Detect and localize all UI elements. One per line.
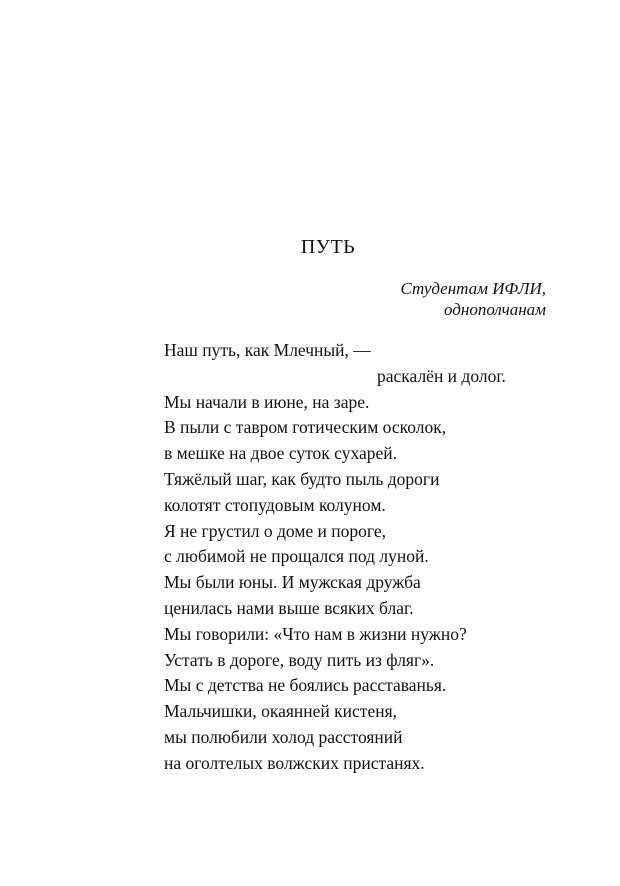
poem-line: ценилась нами выше всяких благ. (164, 597, 414, 618)
poem-line: В пыли с тавром готическим осколок, (164, 417, 447, 438)
dedication-line-2: однополчанам (444, 300, 546, 319)
poem-title: ПУТЬ (300, 236, 356, 258)
poem-dedication (400, 278, 546, 320)
poem-line: Мы говорили: «Что нам в жизни нужно? (164, 623, 467, 644)
poem-line: Наш путь, как Млечный, — (164, 340, 371, 360)
poem-line: на оголтелых волжских пристанях. (164, 752, 425, 773)
poem-line: Мальчишки, окаянней кистеня, (164, 701, 398, 722)
poem-line: мы полюбили холод расстояний (164, 726, 403, 747)
poem-line: Устать в дороге, воду пить из фляг». (164, 649, 435, 670)
poem-line: Мы были юны. И мужская дружба (164, 572, 421, 593)
poem-line: Я не грустил о доме и пороге, (164, 520, 386, 541)
poem-line: с любимой не прощался под луной. (164, 546, 429, 567)
poem-line: Мы с детства не боялись расставанья. (164, 675, 447, 696)
poem-body (164, 338, 548, 777)
dedication-line-1: Студентам ИФЛИ, (400, 279, 546, 298)
poem-line: в мешке на двое суток сухарей. (164, 443, 397, 464)
poem-line: колотят стопудовым колуном. (164, 494, 386, 515)
poem-line: Мы начали в июне, на заре. (164, 391, 370, 412)
poem-line: Тяжёлый шаг, как будто пыль дороги (164, 468, 440, 489)
poem-line: раскалён и долог. (377, 365, 506, 386)
